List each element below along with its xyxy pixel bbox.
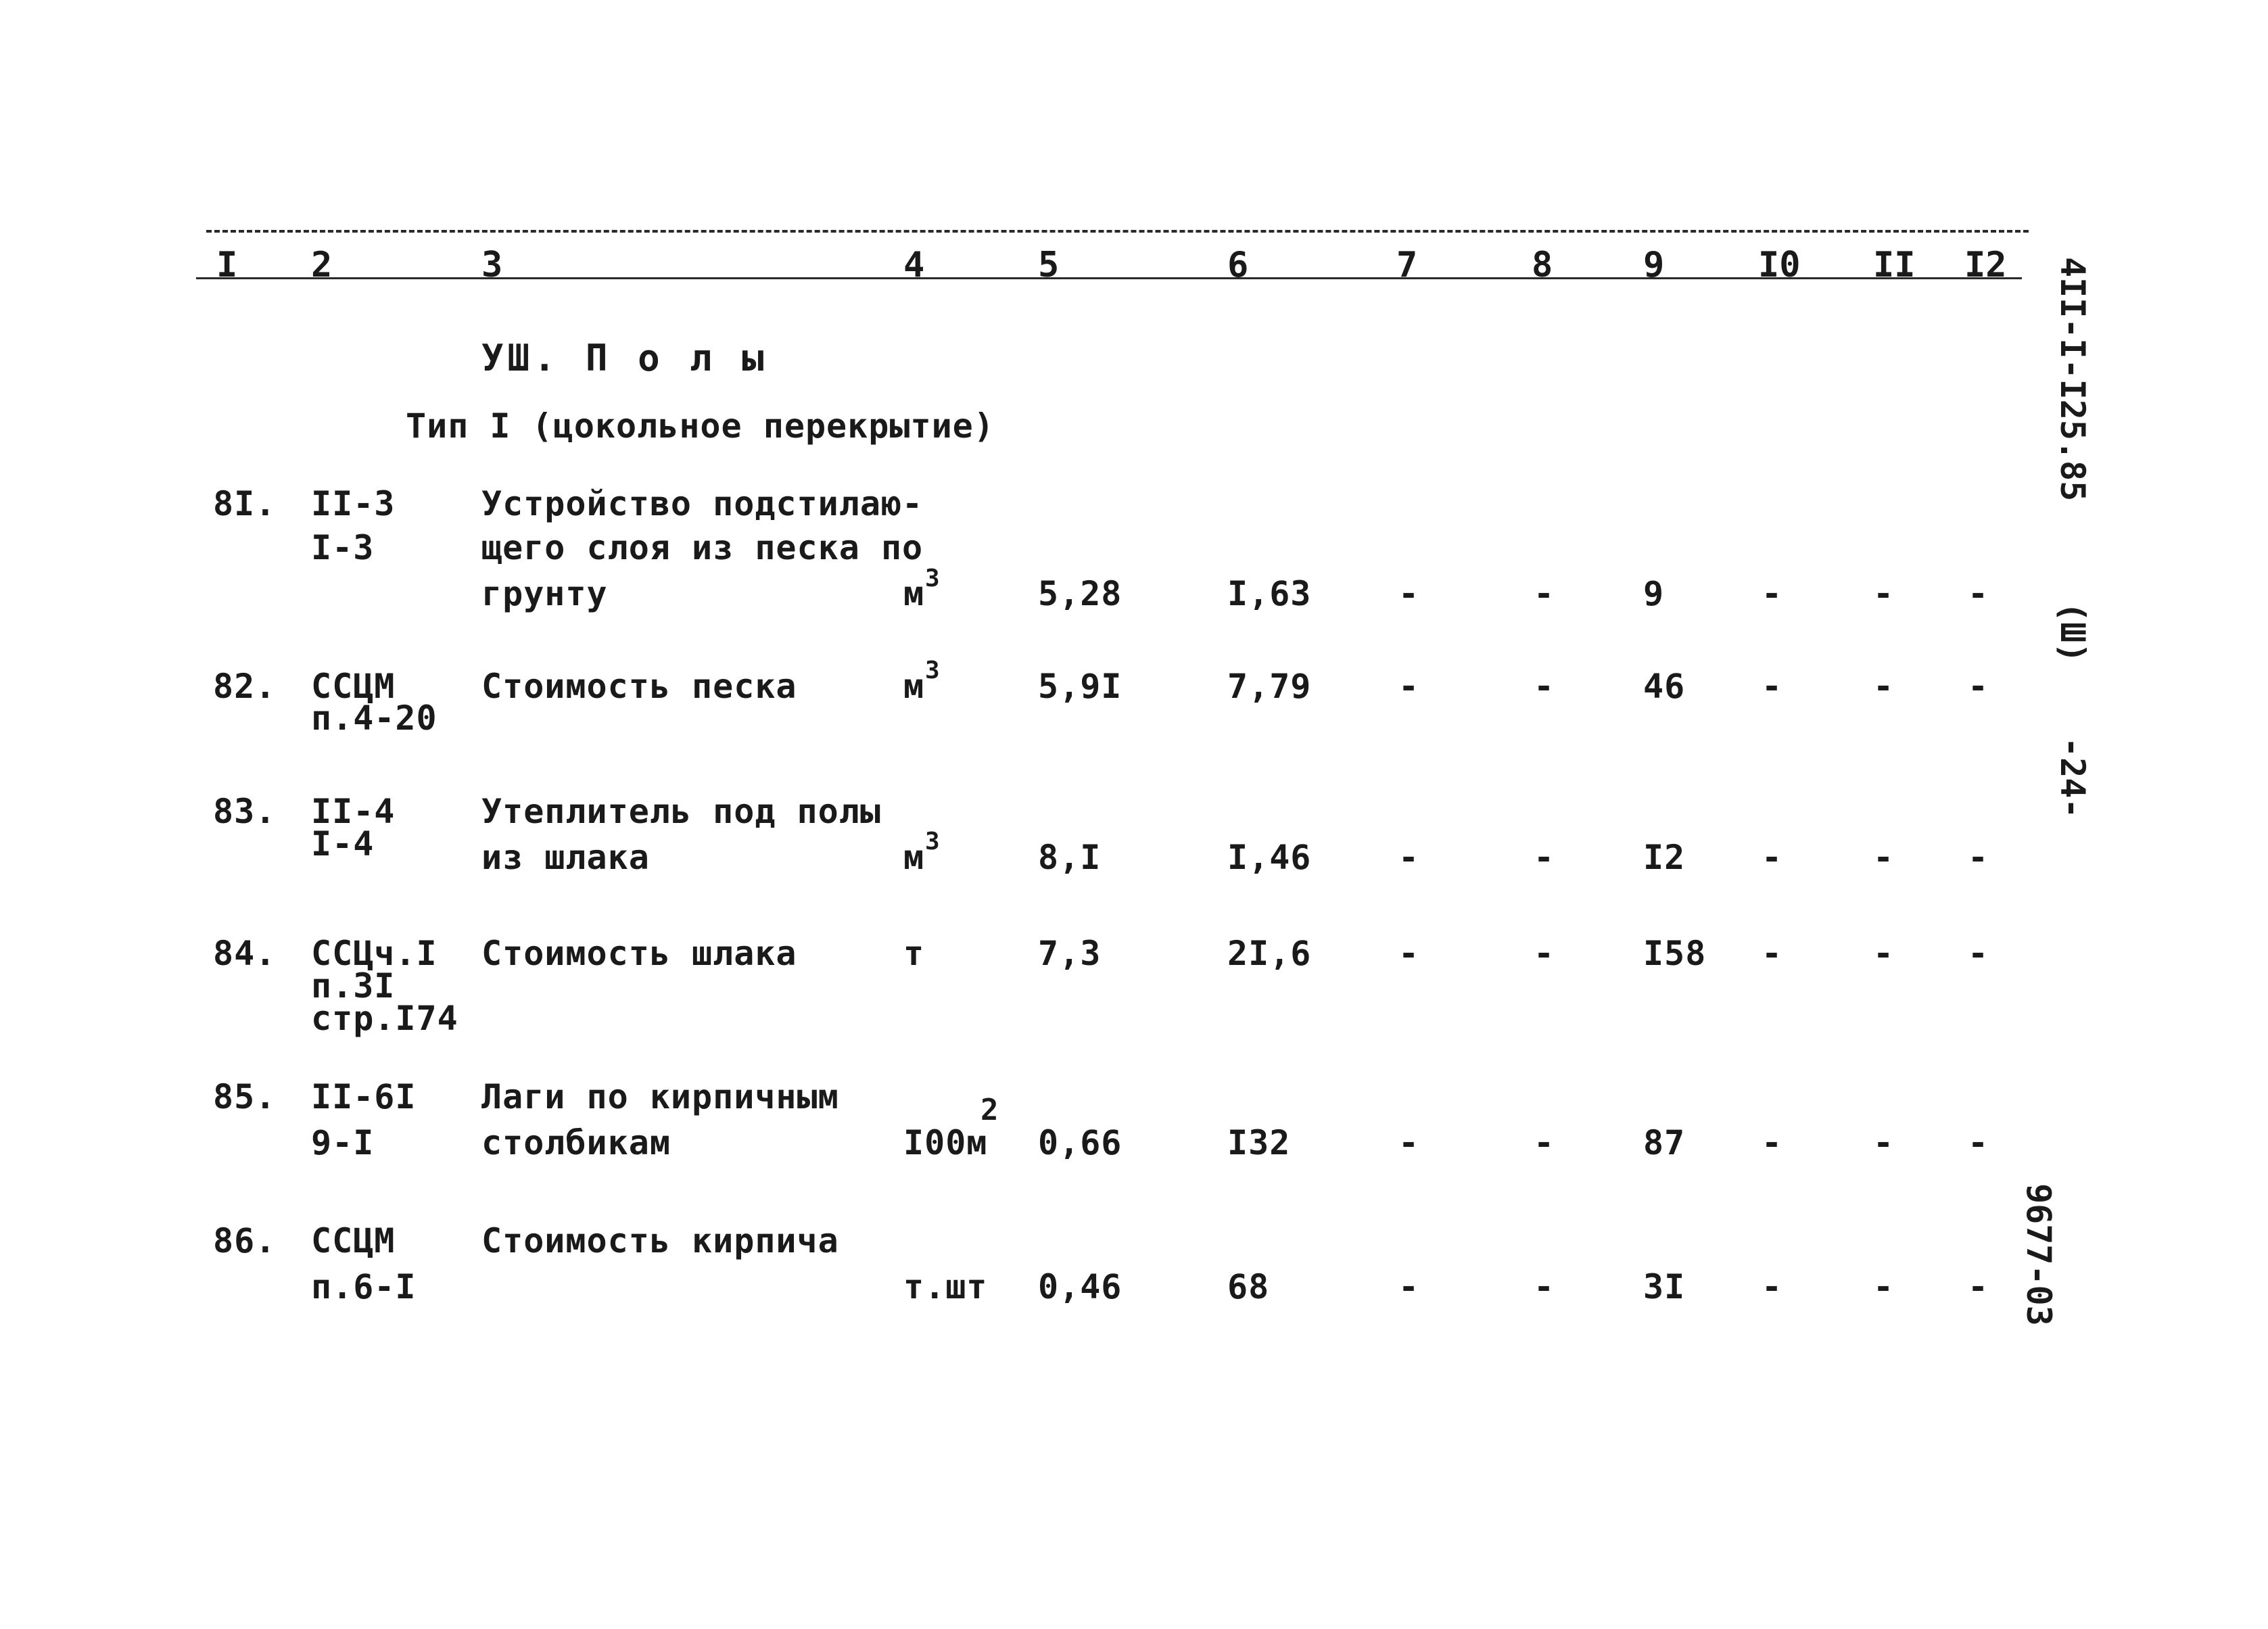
row-description: грунту (481, 574, 608, 613)
row-number: 85. (213, 1077, 277, 1116)
row-col11: - (1873, 574, 1895, 613)
row-col9: 46 (1643, 667, 1686, 706)
col-header-4: 4 (903, 245, 925, 285)
row-number: 82. (213, 667, 277, 706)
row-col11: - (1873, 838, 1895, 877)
row-col7: - (1398, 1267, 1420, 1306)
top-rule (206, 230, 2029, 233)
col-header-10: I0 (1758, 245, 1801, 285)
row-unit-exponent: 3 (925, 657, 940, 684)
row-col6: 2I,6 (1227, 934, 1312, 973)
row-description: Стоимость шлака (481, 934, 797, 973)
row-col8: - (1534, 574, 1555, 613)
row-col7: - (1398, 1123, 1420, 1162)
row-code: II-6I (311, 1077, 417, 1116)
row-code: п.6-I (311, 1267, 417, 1306)
row-code: 9-I (311, 1123, 375, 1162)
row-col10: - (1762, 1267, 1783, 1306)
row-col8: - (1534, 838, 1555, 877)
row-col12: - (1968, 1123, 1989, 1162)
row-unit: м (903, 574, 925, 613)
row-number: 86. (213, 1221, 277, 1260)
row-col5: 5,28 (1038, 574, 1123, 613)
row-unit-exponent: 3 (925, 565, 940, 592)
row-col5: 8,I (1038, 838, 1102, 877)
row-description: щего слоя из песка по (481, 528, 924, 567)
row-col12: - (1968, 667, 1989, 706)
row-code: II-4 (311, 792, 396, 831)
row-unit: т.шт (903, 1267, 988, 1306)
row-code: ССЦч.I (311, 934, 438, 973)
col-header-11: II (1873, 245, 1916, 285)
row-unit: м (903, 667, 925, 706)
col-header-5: 5 (1038, 245, 1060, 285)
row-col11: - (1873, 1267, 1895, 1306)
order-number: 9677-03 (2019, 1183, 2058, 1326)
row-code: I-3 (311, 528, 375, 567)
row-col11: - (1873, 667, 1895, 706)
row-code: п.4-20 (311, 699, 438, 738)
row-col9: 87 (1643, 1123, 1686, 1162)
row-unit: т (903, 934, 925, 973)
row-col5: 5,9I (1038, 667, 1123, 706)
header-rule (196, 277, 2022, 279)
row-unit-exponent: 2 (981, 1093, 999, 1127)
row-col12: - (1968, 934, 1989, 973)
col-header-7: 7 (1396, 245, 1418, 285)
col-header-6: 6 (1227, 245, 1249, 285)
album-number: (Ш) (2053, 602, 2092, 663)
row-col7: - (1398, 838, 1420, 877)
section-title: УШ. П о л ы (481, 337, 768, 379)
page-number: -24- (2053, 737, 2092, 819)
row-unit: м (903, 838, 925, 877)
row-col5: 7,3 (1038, 934, 1102, 973)
row-col5: 0,46 (1038, 1267, 1123, 1306)
row-code: I-4 (311, 824, 375, 864)
row-code: II-3 (311, 484, 396, 523)
row-col6: I,63 (1227, 574, 1312, 613)
row-col7: - (1398, 574, 1420, 613)
row-col8: - (1534, 1123, 1555, 1162)
row-col8: - (1534, 667, 1555, 706)
row-unit-exponent: 3 (925, 828, 940, 855)
row-description: Стоимость песка (481, 667, 797, 706)
col-header-3: 3 (481, 245, 503, 285)
row-col6: 7,79 (1227, 667, 1312, 706)
row-col6: 68 (1227, 1267, 1270, 1306)
section-subtitle: Тип I (цокольное перекрытие) (406, 406, 995, 446)
row-col9: I2 (1643, 838, 1686, 877)
row-description: Лаги по кирпичным (481, 1077, 839, 1116)
row-number: 84. (213, 934, 277, 973)
row-code: ССЦМ (311, 667, 396, 706)
row-code: п.3I (311, 966, 396, 1006)
row-description: из шлака (481, 838, 650, 877)
row-col7: - (1398, 667, 1420, 706)
row-col5: 0,66 (1038, 1123, 1123, 1162)
row-unit: I00м (903, 1123, 988, 1162)
row-col9: I58 (1643, 934, 1707, 973)
row-description: Устройство подстилаю- (481, 484, 924, 523)
row-col6: I32 (1227, 1123, 1291, 1162)
col-header-1: I (216, 245, 238, 285)
row-col9: 3I (1643, 1267, 1686, 1306)
row-col8: - (1534, 1267, 1555, 1306)
row-col7: - (1398, 934, 1420, 973)
row-col10: - (1762, 574, 1783, 613)
row-number: 83. (213, 792, 277, 831)
col-header-8: 8 (1532, 245, 1553, 285)
row-description: столбикам (481, 1123, 671, 1162)
row-col12: - (1968, 838, 1989, 877)
row-col10: - (1762, 934, 1783, 973)
row-col10: - (1762, 667, 1783, 706)
row-description: Утеплитель под полы (481, 792, 881, 831)
row-description: Стоимость кирпича (481, 1221, 839, 1260)
row-col8: - (1534, 934, 1555, 973)
row-number: 8I. (213, 484, 277, 523)
row-col6: I,46 (1227, 838, 1312, 877)
row-code: стр.I74 (311, 999, 458, 1038)
col-header-12: I2 (1964, 245, 2007, 285)
row-col10: - (1762, 1123, 1783, 1162)
document-code: 4II-I-I25.85 (2053, 257, 2092, 502)
row-col12: - (1968, 1267, 1989, 1306)
row-col11: - (1873, 1123, 1895, 1162)
col-header-2: 2 (311, 245, 333, 285)
row-col11: - (1873, 934, 1895, 973)
row-col9: 9 (1643, 574, 1665, 613)
row-code: ССЦМ (311, 1221, 396, 1260)
row-col12: - (1968, 574, 1989, 613)
row-col10: - (1762, 838, 1783, 877)
col-header-9: 9 (1643, 245, 1665, 285)
